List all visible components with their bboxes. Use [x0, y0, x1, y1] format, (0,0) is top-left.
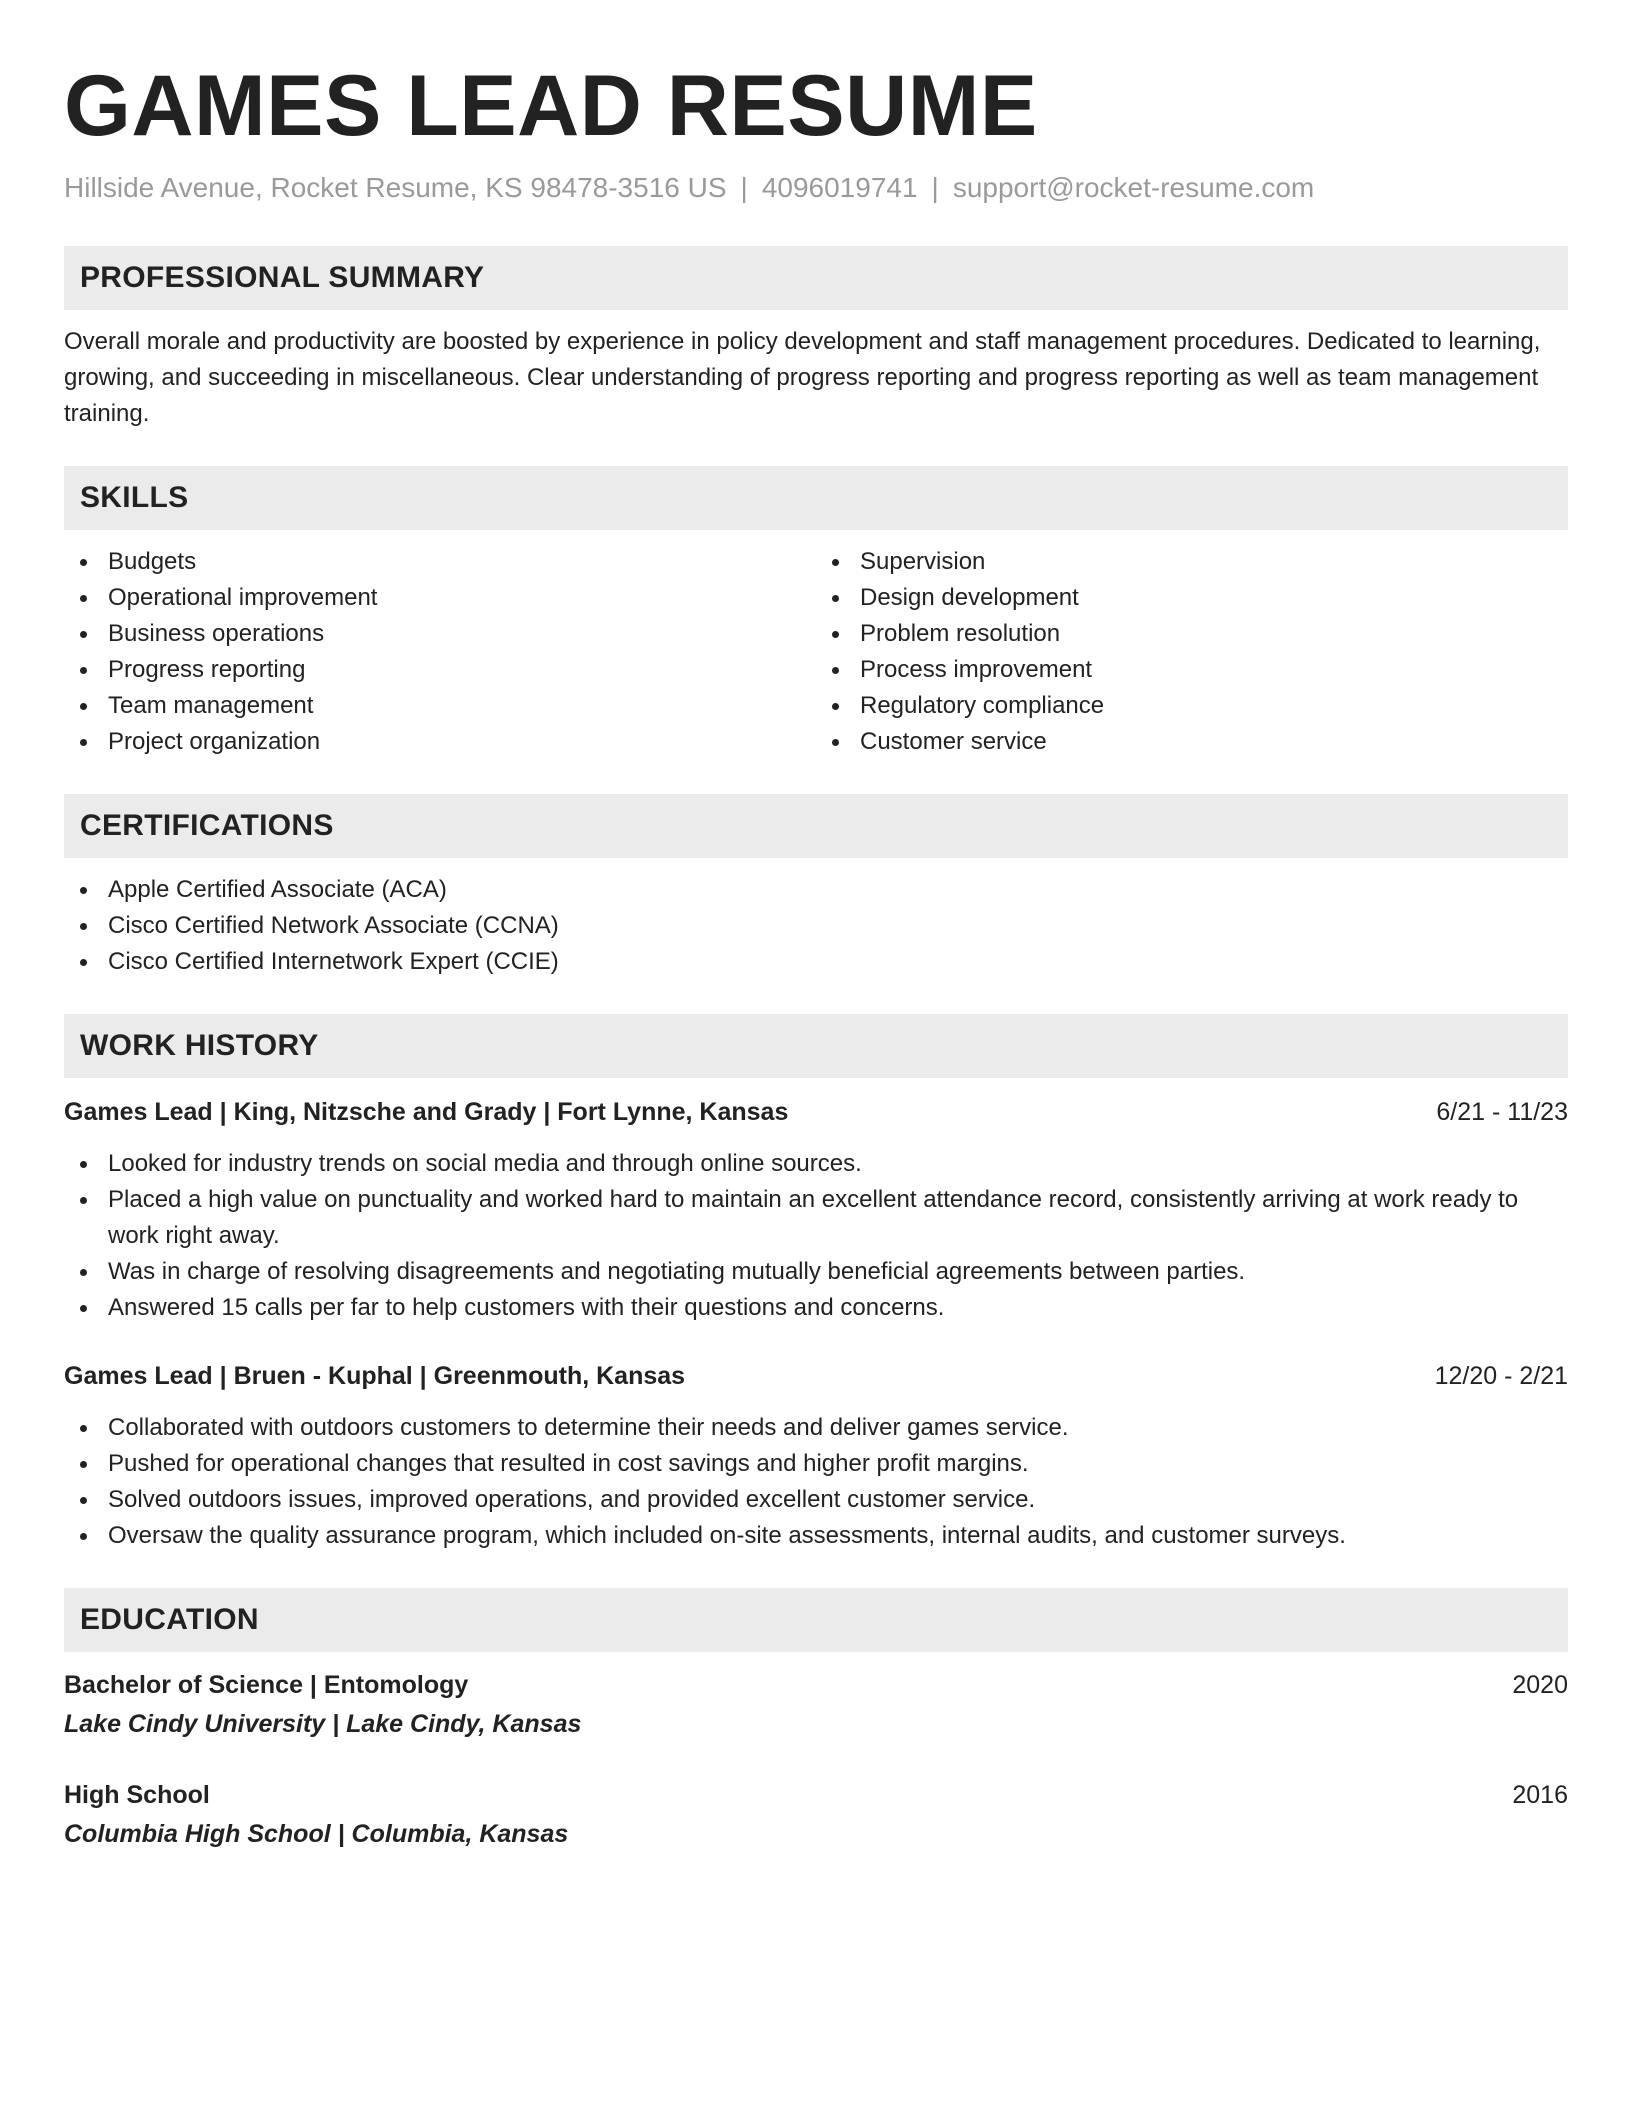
skill-item: Project organization — [64, 724, 816, 760]
education-header — [64, 1666, 1568, 1704]
job-bullet: Was in charge of resolving disagreements and negotiating mutually beneficial agreements between parties. — [64, 1254, 1568, 1290]
job-bullet: Placed a high value on punctuality and worked hard to maintain an excellent attendance record, consistently arriving at work ready to work right away. — [64, 1182, 1568, 1254]
job-bullet: Looked for industry trends on social media and through online sources. — [64, 1146, 1568, 1182]
section-header-skills: SKILLS — [64, 466, 1568, 530]
skills-column-right — [816, 544, 1568, 760]
job-entry — [64, 1326, 1568, 1554]
section-header-summary: PROFESSIONAL SUMMARY — [64, 246, 1568, 310]
job-header — [64, 1092, 1568, 1132]
skill-item: Supervision — [816, 544, 1568, 580]
skill-item: Problem resolution — [816, 616, 1568, 652]
job-bullet: Solved outdoors issues, improved operations, and provided excellent customer service. — [64, 1482, 1568, 1518]
job-dates: 12/20 - 2/21 — [1434, 1362, 1568, 1390]
email-link[interactable]: support@rocket-resume.com — [952, 172, 1315, 203]
phone: 4096019741 — [761, 172, 918, 203]
education-school: Columbia High School | Columbia, Kansas — [64, 1820, 569, 1848]
section-header-certifications: CERTIFICATIONS — [64, 794, 1568, 858]
job-entry — [64, 1078, 1568, 1326]
resume-title: GAMES LEAD RESUME — [64, 58, 1038, 154]
contact-separator: | — [931, 172, 939, 203]
certification-item: Apple Certified Associate (ACA) — [64, 872, 1568, 908]
summary-text: Overall morale and productivity are boosted by experience in policy development and staff management procedures. Dedicated to learning, growing, and succeeding in miscellaneous. Clear understanding of progress reporting and progress reporting as well as team management training. — [64, 328, 1541, 427]
education-year: 2016 — [1512, 1781, 1568, 1809]
work-history — [64, 1078, 1568, 1554]
address: Hillside Avenue, Rocket Resume, KS 98478-3516 US — [64, 172, 727, 203]
skill-item: Customer service — [816, 724, 1568, 760]
skill-item: Business operations — [64, 616, 816, 652]
skills-column-left — [64, 544, 816, 760]
job-heading: Games Lead | Bruen - Kuphal | Greenmouth, Kansas — [64, 1362, 686, 1390]
skill-item: Progress reporting — [64, 652, 816, 688]
contact-separator: | — [740, 172, 748, 203]
education-entry — [64, 1652, 1568, 1744]
skills-list — [64, 530, 1568, 760]
job-heading: Games Lead | King, Nitzsche and Grady | Fort Lynne, Kansas — [64, 1098, 789, 1126]
job-header — [64, 1356, 1568, 1396]
skill-item: Process improvement — [816, 652, 1568, 688]
education-degree: Bachelor of Science | Entomology — [64, 1671, 469, 1699]
job-dates: 6/21 - 11/23 — [1436, 1098, 1568, 1126]
skill-item: Regulatory compliance — [816, 688, 1568, 724]
skill-item: Operational improvement — [64, 580, 816, 616]
certification-item: Cisco Certified Network Associate (CCNA) — [64, 908, 1568, 944]
education-degree: High School — [64, 1781, 210, 1809]
section-header-education: EDUCATION — [64, 1588, 1568, 1652]
certifications-list — [64, 858, 1568, 980]
job-bullet: Pushed for operational changes that resulted in cost savings and higher profit margins. — [64, 1446, 1568, 1482]
skill-item: Design development — [816, 580, 1568, 616]
contact-line — [64, 170, 1568, 206]
section-header-work-history: WORK HISTORY — [64, 1014, 1568, 1078]
job-bullet: Answered 15 calls per far to help customers with their questions and concerns. — [64, 1290, 1568, 1326]
education-header — [64, 1776, 1568, 1814]
job-bullets — [64, 1396, 1568, 1554]
skill-item: Budgets — [64, 544, 816, 580]
job-bullet: Oversaw the quality assurance program, which included on-site assessments, internal audits, and customer surveys. — [64, 1518, 1568, 1554]
education-entry — [64, 1744, 1568, 1854]
education-year: 2020 — [1512, 1671, 1568, 1699]
job-bullet: Collaborated with outdoors customers to determine their needs and deliver games service. — [64, 1410, 1568, 1446]
skill-item: Team management — [64, 688, 816, 724]
job-bullets — [64, 1132, 1568, 1326]
certification-item: Cisco Certified Internetwork Expert (CCIE) — [64, 944, 1568, 980]
education-school: Lake Cindy University | Lake Cindy, Kansas — [64, 1710, 582, 1738]
